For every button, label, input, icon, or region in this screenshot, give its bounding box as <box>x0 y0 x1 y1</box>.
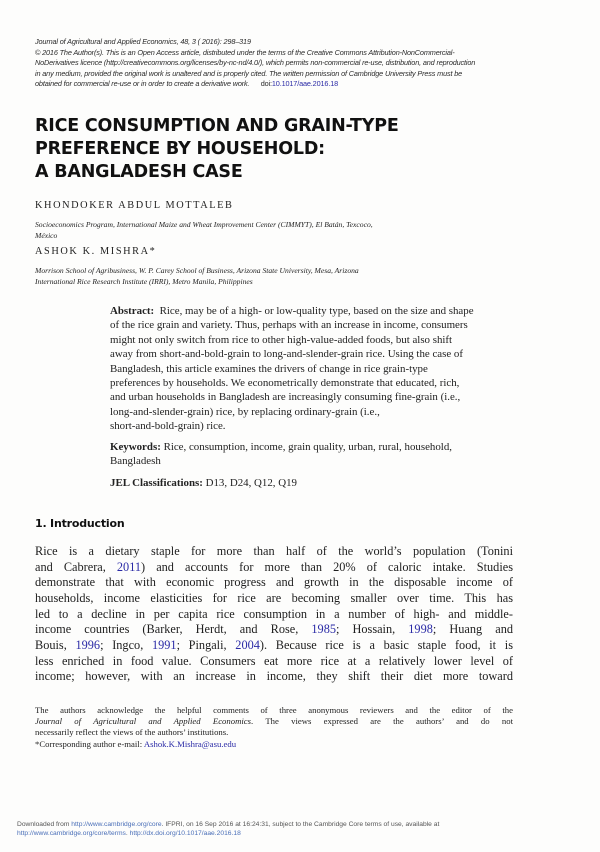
title-line: RICE CONSUMPTION AND GRAIN-TYPE <box>35 116 399 136</box>
affiliation-line: International Rice Research Institute (IRRI), Metro Manila, Philippines <box>35 277 253 286</box>
journal-name: Journal of Agricultural and Applied Economics <box>35 716 252 727</box>
abstract-line: preferences by households. We econometrically demonstrate that educated, rich, <box>110 377 460 390</box>
body-text-segment: ; Hossain, <box>336 622 409 637</box>
author-name: KHONDOKER ABDUL MOTTALEB <box>35 200 234 211</box>
body-text-segment: income countries (Barker, Herdt, and Rose, <box>35 622 312 637</box>
license-line-last <box>35 79 545 90</box>
affiliation-line: Socioeconomics Program, International Maize and Wheat Improvement Center (CIMMYT), El Batán, Texcoco, <box>35 220 373 229</box>
body-line <box>35 638 513 654</box>
citation-year-link[interactable]: 2004 <box>235 637 260 652</box>
author-affiliation <box>35 219 515 241</box>
introduction-body <box>35 544 513 685</box>
jel-line <box>110 476 535 490</box>
download-line <box>17 829 577 838</box>
email-link[interactable]: Ashok.K.Mishra@asu.edu <box>143 738 237 749</box>
corresponding-author <box>35 739 513 750</box>
body-text-segment: led to a decline in per capita rice consumption in a number of high- and middle- <box>35 606 513 621</box>
license-line: in any medium, provided the original work is unaltered and is properly cited. The written permission of Cambridge University Press must be <box>35 68 463 78</box>
article-title <box>35 115 515 184</box>
body-text-segment: ; Ingco, <box>100 637 152 652</box>
doi-url-link[interactable]: http://dx.doi.org/10.1017/aae.2016.18 <box>129 830 241 837</box>
download-notice <box>17 820 577 838</box>
abstract-line: of the rice grain and variety. Thus, perhaps with an increase in income, consumers <box>110 319 468 332</box>
body-text-segment: ) and accounts for more than 20% of caloric intake. Studies <box>141 559 513 574</box>
body-text-segment: households, income elasticities for rice are becoming smaller over time. This has <box>35 590 513 605</box>
affiliation-line: México <box>35 231 58 240</box>
body-text-segment: less enriched in food value. Consumers eat more rice at a relatively lower level of <box>35 653 513 668</box>
title-line: A BANGLADESH CASE <box>35 162 243 182</box>
citation-year-link[interactable]: 1985 <box>311 622 336 637</box>
body-text-segment: and Cabrera, <box>35 559 117 574</box>
corresponding-prefix: *Corresponding author e-mail: <box>35 738 144 749</box>
abstract-text: Rice, may be of a high- or low-quality type, based on the size and shape <box>159 305 474 317</box>
doi-link[interactable]: 10.1017/aae.2016.18 <box>271 79 339 88</box>
body-line <box>35 575 513 591</box>
keywords-line: Bangladesh <box>110 455 161 468</box>
terms-link[interactable]: http://www.cambridge.org/core/terms <box>17 830 126 837</box>
footnote-line: necessarily reflect the views of the authors’ institutions. <box>35 727 229 738</box>
author-affiliation <box>35 265 515 287</box>
citation-year-link[interactable]: 1996 <box>75 637 101 652</box>
abstract-line: long-and-slender-grain) rice, by replacing ordinary-grain (i.e., <box>110 405 380 418</box>
author-name: ASHOK K. MISHRA* <box>35 246 157 257</box>
download-prefix: Downloaded from <box>17 821 72 828</box>
citation-year-link[interactable]: 2011 <box>116 559 142 574</box>
keywords-line <box>110 440 535 454</box>
license-line: © 2016 The Author(s). This is an Open Access article, distributed under the terms of the Creative Commons Attribution-NonCommercial- <box>35 47 455 57</box>
license-last-text: obtained for commercial re-use or in order to create a derivative work. <box>35 79 250 88</box>
affiliation-line: Morrison School of Agribusiness, W. P. Carey School of Business, Arizona State University, Mesa, Arizona <box>35 266 359 275</box>
abstract-line: away from short-and-bold-grain to long-and-slender-grain rice. Using the case of <box>110 348 463 361</box>
license-line: NoDerivatives licence (http://creativecommons.org/licenses/by-nc-nd/4.0/), which permits non-commercial re-use, distribution, and reproduction <box>35 58 476 67</box>
download-line <box>17 820 577 829</box>
download-middle: . IFPRI, on 16 Sep 2016 at 16:24:31, subject to the Cambridge Core terms of use, available at <box>161 821 440 828</box>
jel-label: JEL Classifications: <box>110 477 203 489</box>
keywords-label: Keywords: <box>110 441 161 453</box>
title-line: PREFERENCE BY HOUSEHOLD: <box>35 139 325 159</box>
footnote <box>35 705 513 750</box>
body-text-segment: income; however, with an increase in income, they shift their diet more toward <box>35 669 513 684</box>
body-text-segment: demonstrate that with economic progress and growth in the disposable income of <box>35 575 513 590</box>
body-line <box>35 560 513 576</box>
doi-prefix: doi: <box>260 79 272 88</box>
body-line <box>35 654 513 670</box>
body-text-segment: Rice is a dietary staple for more than half of the world’s population (Tonini <box>35 544 513 558</box>
journal-header <box>35 37 545 90</box>
abstract-line: might not only switch from rice to other high-value-added foods, but also shift <box>110 333 453 346</box>
abstract-line: short-and-bold-grain) rice. <box>110 420 226 433</box>
abstract-label: Abstract: <box>110 305 155 317</box>
body-text-segment: ). Because rice is a basic staple food, it is <box>259 637 513 652</box>
footnote-line: The authors acknowledge the helpful comments of three anonymous reviewers and the editor of the <box>35 705 513 715</box>
keywords <box>110 440 535 469</box>
abstract-line: and urban households in Bangladesh are increasingly consuming fine-grain (i.e., <box>110 391 461 404</box>
abstract-first-line <box>110 304 535 318</box>
jel-classifications <box>110 476 535 490</box>
citation-year-link[interactable]: 1991 <box>151 637 177 652</box>
footnote-line <box>35 716 513 727</box>
body-text-segment: Bouis, <box>35 637 76 652</box>
section-heading-introduction: 1. Introduction <box>35 517 125 530</box>
journal-citation: Journal of Agricultural and Applied Economics, 48, 3 ( 2016): 298–319 <box>35 37 251 46</box>
footnote-text: . The views expressed are the authors’ and do not <box>251 716 514 727</box>
body-line <box>35 591 513 607</box>
body-line <box>35 622 513 638</box>
cambridge-core-link[interactable]: http://www.cambridge.org/core <box>71 821 162 828</box>
body-text-segment: ; Pingali, <box>176 637 236 652</box>
body-line <box>35 669 513 685</box>
body-text-segment: ; Huang and <box>432 622 513 637</box>
jel-value: D13, D24, Q12, Q19 <box>205 477 297 489</box>
body-line <box>35 544 513 560</box>
body-line <box>35 607 513 623</box>
separator: . <box>125 830 130 837</box>
citation-year-link[interactable]: 1998 <box>408 622 433 637</box>
abstract <box>110 304 535 434</box>
keywords-text: Rice, consumption, income, grain quality, urban, rural, household, <box>163 441 452 453</box>
abstract-line: Bangladesh, this article examines the drivers of change in rice grain-type <box>110 362 428 375</box>
